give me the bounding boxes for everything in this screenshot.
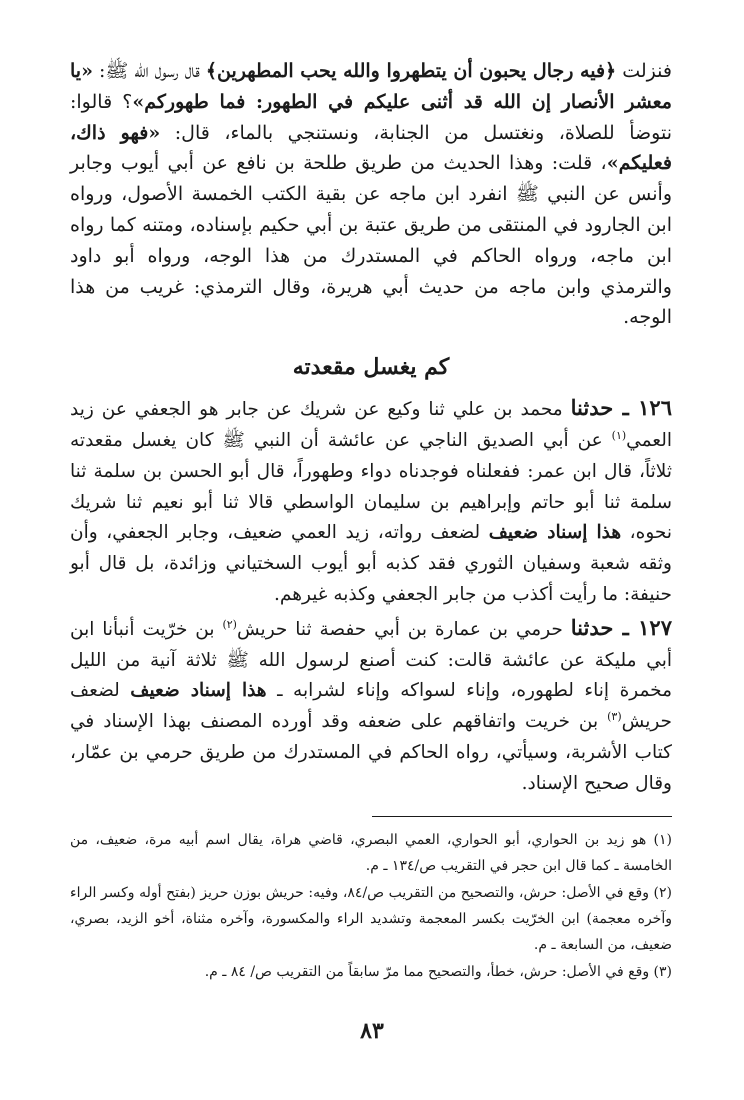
footnote-3: (٣) وقع في الأصل: حرش، خطأ، والتصحيح مما مرّ سابقاً من التقريب ص/ ٨٤ ـ م. <box>204 963 672 980</box>
footnote-ref-3[interactable]: (٣) <box>607 709 622 723</box>
footnote-1: (١) هو زيد بن الحواري، أبو الحواري، العمي البصري، قاضي هراة، يقال اسم أبيه مرة، ضعيف، من الخامسة ـ كما قال ابن حجر في التقريب ص/١٣٤ ـ م. <box>70 831 672 874</box>
text-run: حرمي بن عمارة بن أبي حفصة ثنا حريش <box>236 618 571 640</box>
hadith-heading: حدثنا <box>570 395 614 421</box>
text-run: لضعف حريش <box>70 680 672 733</box>
text-run: عن أبي الصديق الناجي عن عائشة أن النبي ﷺ كان يغسل مقعدته ثلاثاً، قال ابن عمر: ففعلناه فوجدناه دواء وطهوراً، قال أبو الحسن بن سلمة ثنا سلمة ثنا أبو حاتم وإبراهيم بن سليمان الواسطي قالا ثنا أبو نعيم ثنا شريك نحوه، <box>70 429 672 544</box>
main-text <box>70 56 672 800</box>
hadith-127 <box>70 613 672 800</box>
hadith-number: ١٢٦ ـ <box>613 395 672 421</box>
grading-phrase: هذا إسناد ضعيف <box>488 522 622 544</box>
text-run: لضعف رواته، زيد العمي ضعيف، وجابر الجعفي، وأن وثقه شعبة وسفيان الثوري فقد كذبه أبو أيوب السختياني وزائدة، بل قال أبو حنيفة: ما رأيت أكذب من جابر الجعفي وكذبه غيرهم. <box>70 522 672 605</box>
section-title: كم يغسل مقعدته <box>292 354 450 381</box>
footnote-ref-1[interactable]: (١) <box>611 428 627 442</box>
hadith-heading: حدثنا <box>570 614 614 640</box>
footnote-2: (٢) وقع في الأصل: حرش، والتصحيح من التقريب ص/٨٤، وفيه: حريش بوزن حريز (بفتح أوله وكسر الراء وآخره معجمة) ابن الخرّيت بكسر المعجمة وتشديد الراء والمكسورة، وآخره مثناة، أخو الزيد، بصري، ضعيف، من السابعة ـ م. <box>70 884 672 953</box>
text-run: ؟ قالوا: نتوضأ للصلاة، ونغتسل من الجنابة، ونستنجي بالماء، قال: <box>70 90 672 144</box>
text-run: بن خريت واتفاقهم على ضعفه وقد أورده المصنف بهذا الإسناد في كتاب الأشربة، وسيأتي، رواه الحاكم في المستدرك من طريق حرمي بن عمّار، وقال صحيح الإسناد. <box>70 711 672 794</box>
text-run: ، قلت: وهذا الحديث من طريق طلحة بن نافع عن أبي أيوب وجابر وأنس عن النبي ﷺ انفرد ابن ماجه عن بقية الكتب الخمسة الأصول، ورواه ابن الجارود في المنتقى من طريق عتبة بن أبي حكيم بإسناده، ومتنه كما رواه ابن ماجه، ورواه الحاكم في المستدرك من هذا الوجه، ورواه أبو داود والترمذي وابن ماجه من حديث أبي هريرة، وقال الترمذي: غريب من هذا الوجه. <box>70 152 672 329</box>
text-run: محمد بن علي ثنا وكيع عن شريك عن جابر هو الجعفي عن زيد العمي <box>70 399 672 451</box>
hadith-126 <box>70 393 672 611</box>
footnote-ref-2[interactable]: (٢) <box>222 617 237 631</box>
grading-phrase: هذا إسناد ضعيف <box>130 680 267 702</box>
footnote-divider <box>372 816 672 817</box>
footnotes <box>70 827 672 985</box>
text-run: قال رسول الله ﷺ: <box>92 60 206 82</box>
text-run: بن خرّيت أنبأنا ابن أبي مليكة عن عائشة قالت: كنت أصنع لرسول الله ﷺ ثلاثة آنية من الليل مخمرة إناء لطهوره، وإناء لسواكه وإناء لشرابه ـ <box>70 618 673 702</box>
text-run: فنزلت <box>616 60 672 82</box>
quran-verse-quote: ﴿فيه رجال يحبون أن يتطهروا والله يحب المطهرين﴾ <box>205 60 617 82</box>
prophet-reply-quote: «فهو ذاك، فعليكم» <box>70 121 672 175</box>
opening-paragraph <box>70 56 672 333</box>
page-number: ٨٣ <box>360 1018 384 1044</box>
hadith-number: ١٢٧ ـ <box>613 614 672 640</box>
prophet-question-quote: «يا معشر الأنصار إن الله قد أثنى عليكم في الطهور: فما طهوركم» <box>70 60 672 113</box>
